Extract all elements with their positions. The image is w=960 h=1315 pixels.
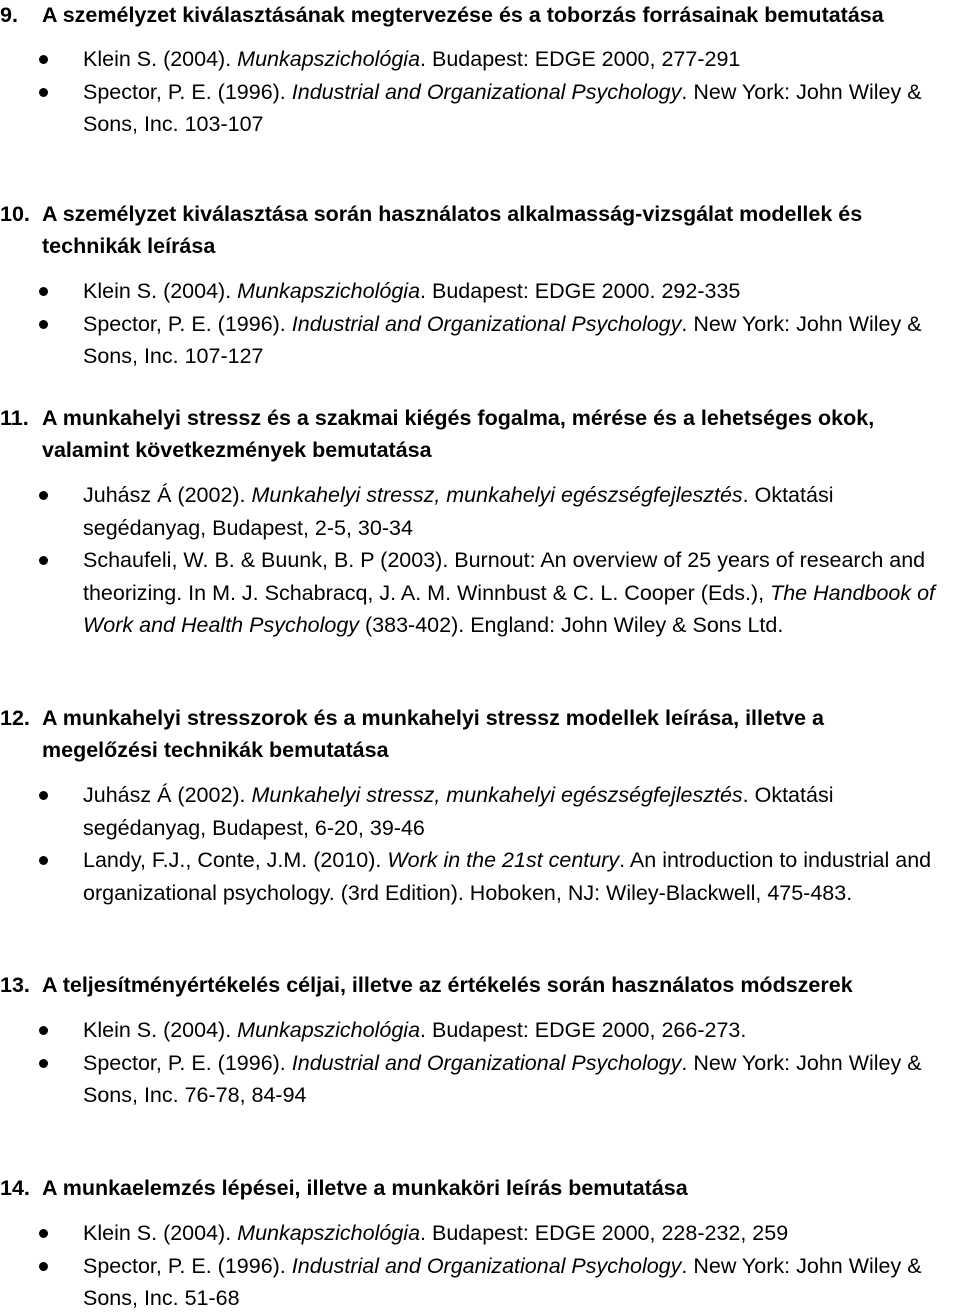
reference-item: Spector, P. E. (1996). Industrial and Organizational Psychology. New York: John Wiley & Sons, Inc. 51-68 [0,1250,953,1315]
section-heading [0,1172,942,1204]
reference-item: Landy, F.J., Conte, J.M. (2010). Work in the 21st century. An introduction to industrial and organizational psychology. (3rd Edition). Hoboken, NJ: Wiley-Blackwell, 475-483. [0,844,953,909]
bullet-icon [39,88,48,97]
section-heading [0,198,942,262]
bullet-icon [39,556,48,565]
reference-item: Spector, P. E. (1996). Industrial and Organizational Psychology. New York: John Wiley & Sons, Inc. 107-127 [0,308,953,373]
bullet-icon [39,287,48,296]
reference-item: Klein S. (2004). Munkapszichológia. Budapest: EDGE 2000, 228-232, 259 [0,1217,953,1250]
reference-list [0,779,960,909]
bullet-icon [39,1262,48,1271]
section-heading [0,969,942,1001]
section-number: 13. [0,973,30,997]
reference-list [0,275,960,373]
section-number: 10. [0,202,30,226]
bullet-icon [39,491,48,500]
reference-list [0,43,960,141]
section-title: A teljesítményértékelés céljai, illetve az értékelés során használatos módszerek [42,973,853,997]
section-12 [0,702,960,909]
reference-list [0,1014,960,1112]
section-10 [0,198,960,373]
reference-list [0,479,960,642]
reference-list [0,1217,960,1315]
reference-item: Klein S. (2004). Munkapszichológia. Budapest: EDGE 2000, 266-273. [0,1014,953,1047]
section-title: A munkahelyi stressz és a szakmai kiégés fogalma, mérése és a lehetséges okok, valamint következmények bemutatása [42,406,875,462]
bullet-icon [39,791,48,800]
bullet-icon [39,1026,48,1035]
reference-item: Juhász Á (2002). Munkahelyi stressz, munkahelyi egészségfejlesztés. Oktatási segédanyag, Budapest, 2-5, 30-34 [0,479,953,544]
bullet-icon [39,1059,48,1068]
reference-item: Klein S. (2004). Munkapszichológia. Budapest: EDGE 2000, 277-291 [0,43,953,76]
section-title: A személyzet kiválasztásának megtervezése és a toborzás forrásainak bemutatása [42,3,884,27]
bullet-icon [39,856,48,865]
bullet-icon [39,1229,48,1238]
bullet-icon [39,55,48,64]
section-9 [0,0,960,141]
section-heading [0,702,942,766]
reference-item: Spector, P. E. (1996). Industrial and Organizational Psychology. New York: John Wiley & Sons, Inc. 103-107 [0,76,953,141]
reference-item: Klein S. (2004). Munkapszichológia. Budapest: EDGE 2000. 292-335 [0,275,953,308]
reference-item: Juhász Á (2002). Munkahelyi stressz, munkahelyi egészségfejlesztés. Oktatási segédanyag, Budapest, 6-20, 39-46 [0,779,953,844]
section-number: 11. [0,406,29,430]
section-13 [0,969,960,1112]
bullet-icon [39,320,48,329]
section-14 [0,1172,960,1315]
reference-item: Spector, P. E. (1996). Industrial and Organizational Psychology. New York: John Wiley & Sons, Inc. 76-78, 84-94 [0,1047,953,1112]
section-title: A személyzet kiválasztása során használatos alkalmasság-vizsgálat modellek és technikák leírása [42,202,863,258]
section-heading [0,402,942,466]
section-title: A munkahelyi stresszorok és a munkahelyi stressz modellek leírása, illetve a megelőzési technikák bemutatása [42,706,824,762]
section-title: A munkaelemzés lépései, illetve a munkaköri leírás bemutatása [42,1176,688,1200]
section-number: 12. [0,706,30,730]
section-11 [0,402,960,642]
section-number: 14. [0,1176,30,1200]
section-number: 9. [0,3,18,27]
section-heading [0,0,942,31]
reference-item: Schaufeli, W. B. & Buunk, B. P (2003). Burnout: An overview of 25 years of research and theorizing. In M. J. Schabracq, J. A. M. Winnbust & C. L. Cooper (Eds.), The Handbook of Work and Health Psychology (383-402). England: John Wiley & Sons Ltd. [0,544,953,642]
